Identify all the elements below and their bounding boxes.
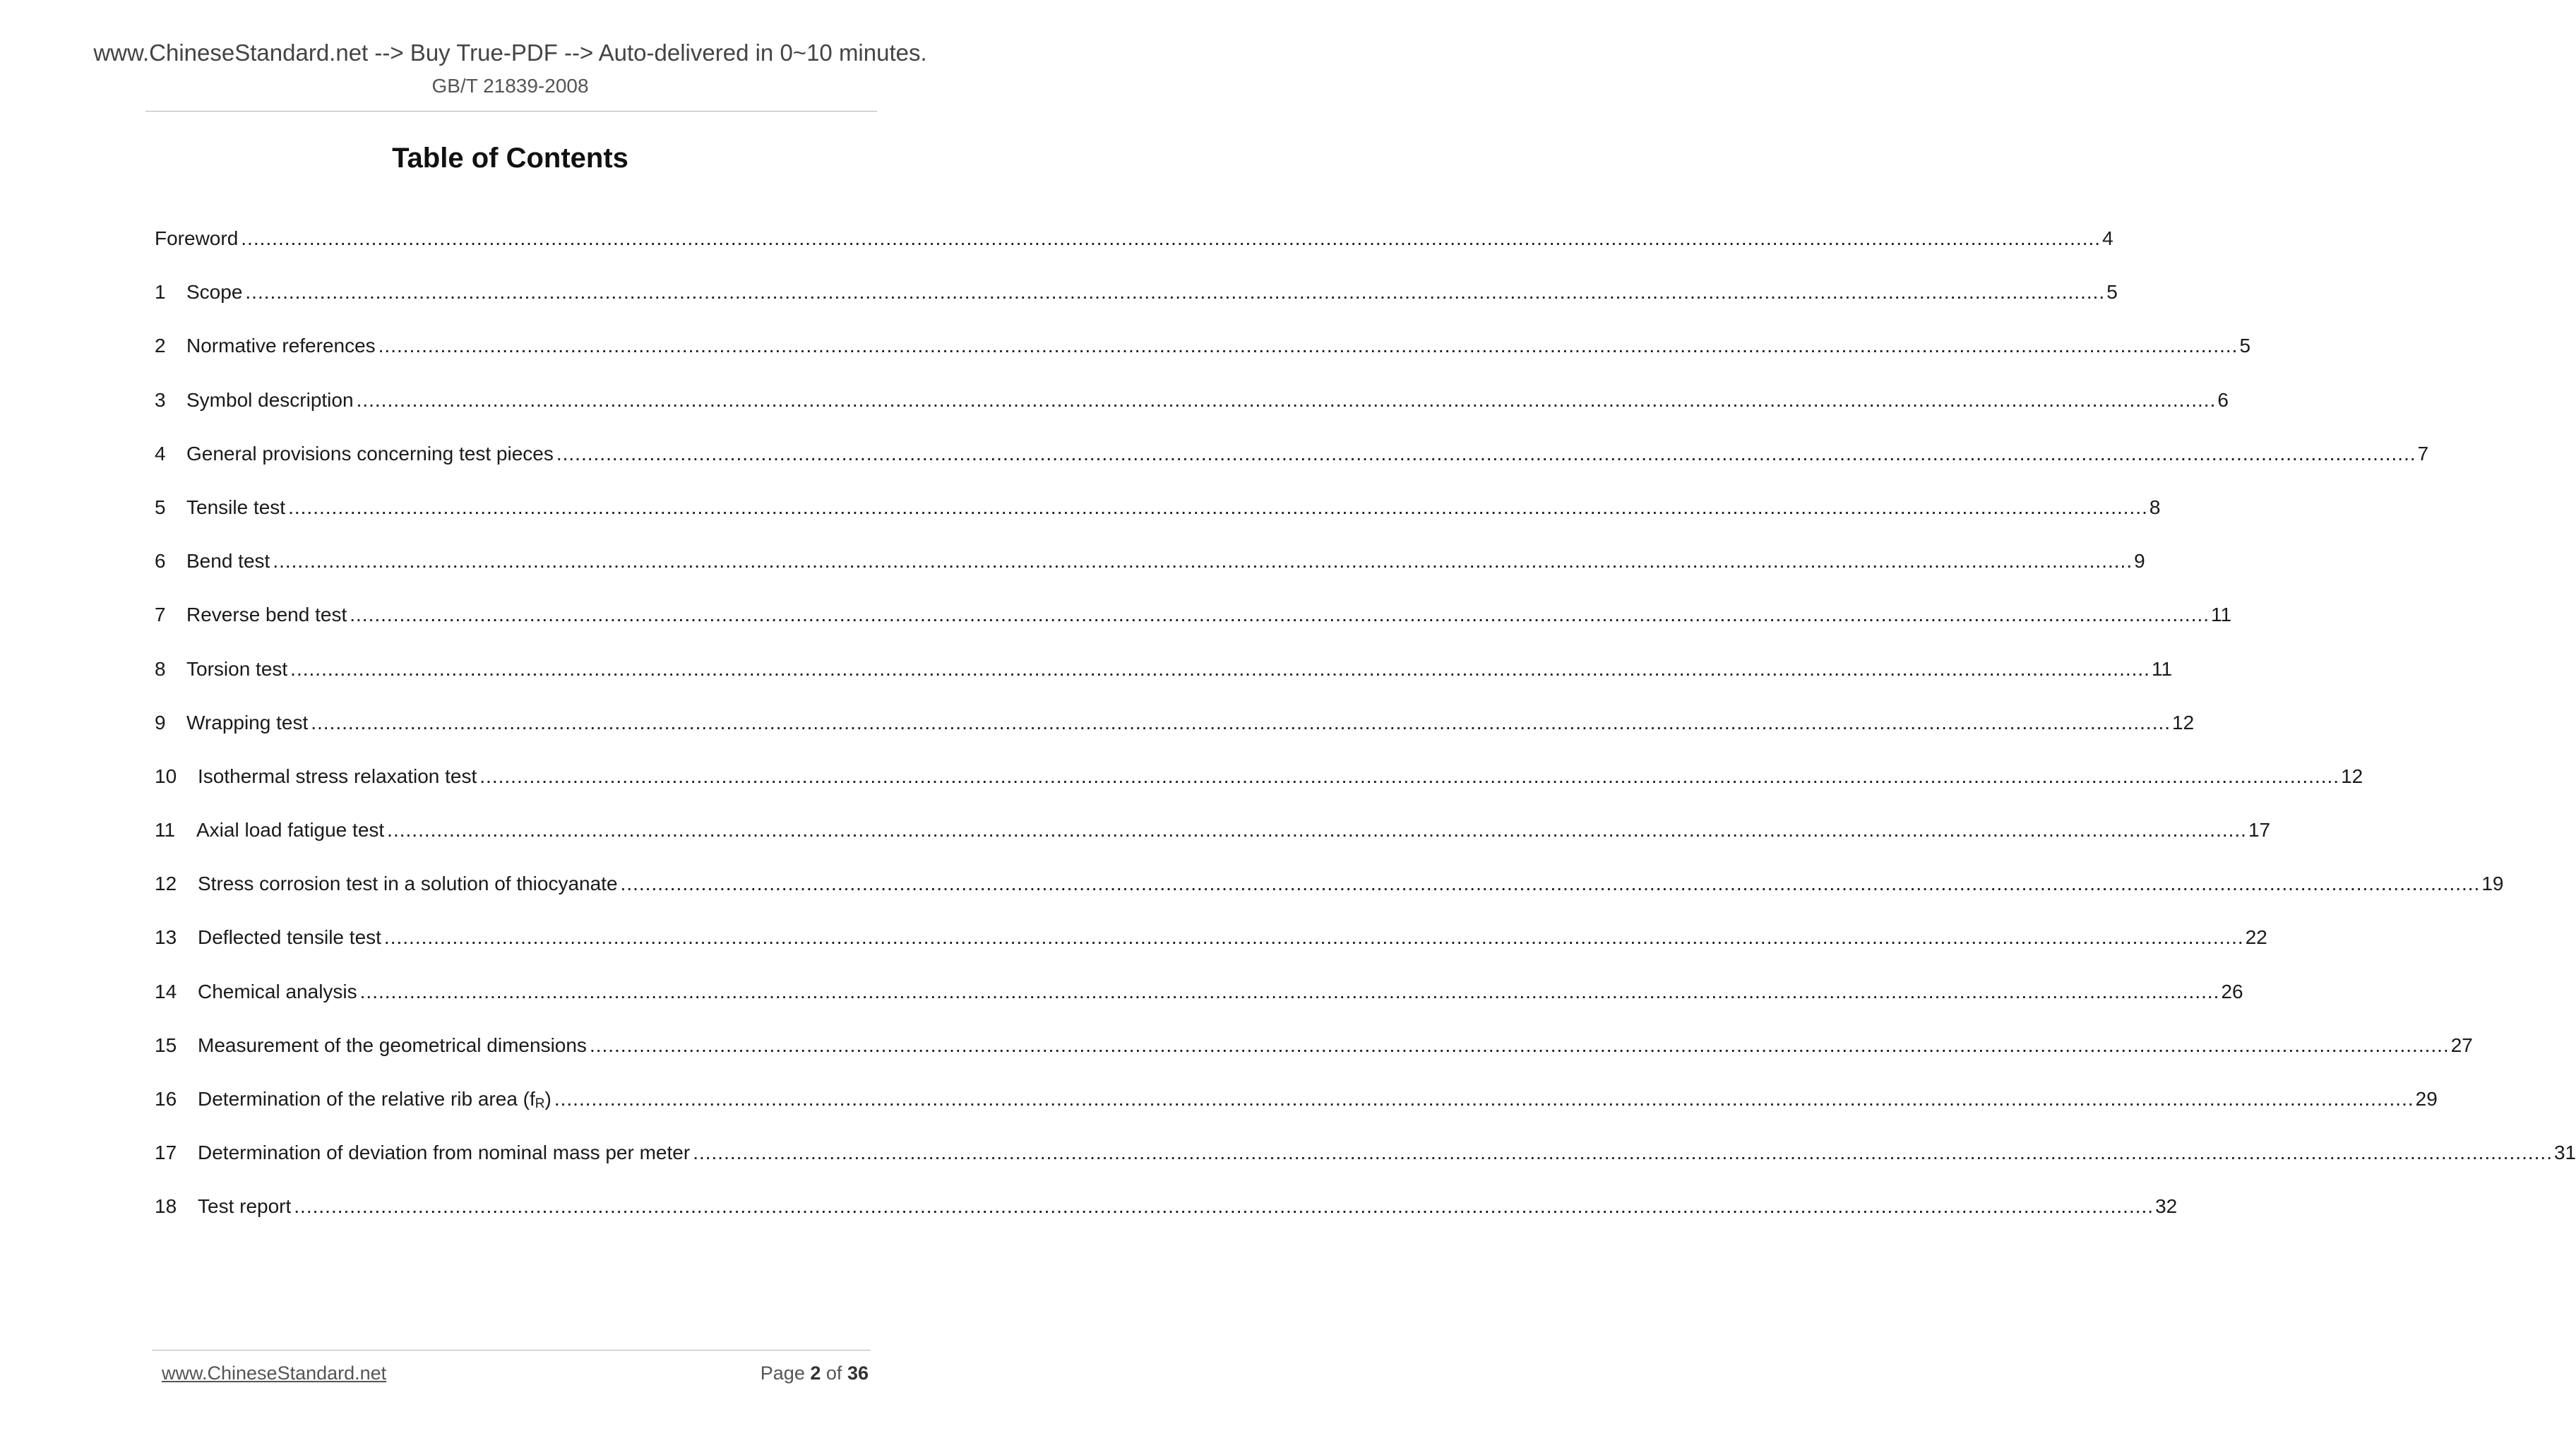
toc-leader-dots: ............................................................................................................................................................................................................................................................................................................: [290, 657, 2150, 680]
toc-entry-page: 22: [2245, 926, 2267, 949]
toc-entry-page: 11: [2211, 604, 2232, 626]
toc-leader-dots: ............................................................................................................................................................................................................................................................................................................: [241, 227, 2101, 249]
toc-entry-page: 6: [2217, 388, 2229, 411]
toc-entry-page: 5: [2106, 281, 2118, 304]
toc-entry-title: Test report: [198, 1195, 292, 1218]
toc-entry-page: 19: [2481, 873, 2504, 895]
toc-entry-title: Stress corrosion test in a solution of thiocyanate: [198, 873, 618, 895]
header-divider: [145, 111, 877, 112]
toc-entry-number: 2: [155, 335, 166, 357]
toc-entry-number: 15: [155, 1034, 177, 1056]
toc-entry-title: General provisions concerning test pieces: [186, 442, 554, 465]
toc-leader-dots: ............................................................................................................................................................................................................................................................................................................: [479, 765, 2340, 787]
toc-entry-page: 32: [2155, 1195, 2178, 1218]
toc-leader-dots: ............................................................................................................................................................................................................................................................................................................: [311, 711, 2171, 734]
toc-entry-title-text: Determination of the relative rib area (f: [198, 1088, 535, 1110]
toc-leader-dots: ............................................................................................................................................................................................................................................................................................................: [556, 442, 2416, 465]
toc-entry-page: 31: [2553, 1142, 2576, 1164]
toc-entry-number: 14: [155, 980, 177, 1002]
table-of-contents: [155, 225, 2576, 1247]
toc-entry-11[interactable]: [155, 817, 2271, 870]
toc-entry-2[interactable]: [155, 333, 2251, 386]
toc-entry-number: 5: [155, 496, 166, 518]
toc-entry-16[interactable]: [155, 1086, 2438, 1139]
toc-entry-title: Measurement of the geometrical dimensions: [198, 1034, 587, 1056]
toc-entry-9[interactable]: [155, 709, 2195, 763]
toc-entry-title: Reverse bend test: [186, 604, 347, 626]
toc-entry-number: 8: [155, 657, 166, 680]
toc-entry-number: 7: [155, 604, 166, 626]
toc-entry-18[interactable]: [155, 1193, 2178, 1247]
toc-entry-page: 26: [2221, 980, 2243, 1002]
toc-leader-dots: ............................................................................................................................................................................................................................................................................................................: [359, 980, 2220, 1002]
toc-entry-number: 1: [155, 281, 166, 304]
toc-entry-number: 17: [155, 1142, 177, 1164]
toc-leader-dots: ............................................................................................................................................................................................................................................................................................................: [273, 550, 2133, 573]
toc-entry-14[interactable]: [155, 978, 2243, 1032]
toc-entry-number: 10: [155, 765, 177, 787]
footer-divider: [152, 1350, 871, 1351]
toc-entry-title: Symbol description: [186, 388, 354, 411]
page-label: Page: [760, 1363, 805, 1384]
page-title: Table of Contents: [392, 143, 628, 174]
toc-entry-page: 7: [2417, 442, 2429, 465]
toc-entry-page: 27: [2450, 1034, 2473, 1056]
toc-leader-dots: ............................................................................................................................................................................................................................................................................................................: [383, 926, 2244, 949]
toc-entry-title: Deflected tensile test: [198, 926, 381, 949]
toc-leader-dots: ............................................................................................................................................................................................................................................................................................................: [387, 819, 2247, 842]
toc-entry-5[interactable]: [155, 494, 2161, 548]
toc-leader-dots: ............................................................................................................................................................................................................................................................................................................: [294, 1195, 2154, 1218]
toc-leader-dots: ............................................................................................................................................................................................................................................................................................................: [350, 604, 2210, 626]
toc-entry-title: Axial load fatigue test: [196, 819, 385, 842]
toc-entry-3[interactable]: [155, 387, 2229, 441]
toc-entry-page: 5: [2239, 335, 2251, 357]
document-code: GB/T 21839-2008: [431, 75, 589, 97]
toc-entry-number: 11: [155, 819, 176, 842]
toc-entry-15[interactable]: [155, 1032, 2473, 1086]
toc-entry-title-tail: ): [544, 1088, 551, 1110]
toc-entry-page: 4: [2102, 227, 2113, 249]
toc-entry-number: 12: [155, 873, 177, 895]
toc-entry-1[interactable]: [155, 279, 2118, 333]
toc-entry-page: 29: [2415, 1088, 2438, 1110]
page-total: 36: [847, 1363, 869, 1384]
toc-leader-dots: ............................................................................................................................................................................................................................................................................................................: [620, 873, 2481, 895]
toc-entry-foreword[interactable]: [155, 225, 2113, 279]
toc-entry-number: 16: [155, 1088, 177, 1110]
toc-leader-dots: ............................................................................................................................................................................................................................................................................................................: [288, 496, 2148, 518]
toc-leader-dots: ............................................................................................................................................................................................................................................................................................................: [378, 335, 2238, 357]
footer-website-link[interactable]: www.ChineseStandard.net: [162, 1363, 387, 1384]
toc-leader-dots: ............................................................................................................................................................................................................................................................................................................: [245, 281, 2106, 304]
page-of-label: of: [825, 1363, 842, 1384]
page-current: 2: [810, 1363, 821, 1384]
toc-entry-title-subscript: R: [535, 1096, 545, 1111]
toc-entry-title: Bend test: [186, 550, 270, 573]
toc-entry-title: Tensile test: [186, 496, 286, 518]
toc-leader-dots: ............................................................................................................................................................................................................................................................................................................: [589, 1034, 2450, 1056]
toc-entry-title: Wrapping test: [186, 711, 309, 734]
toc-entry-page: 11: [2151, 657, 2173, 680]
toc-entry-page: 9: [2134, 550, 2145, 573]
toc-entry-page: 17: [2248, 819, 2271, 842]
toc-entry-page: 12: [2172, 711, 2195, 734]
toc-entry-number: 6: [155, 550, 166, 573]
toc-leader-dots: ............................................................................................................................................................................................................................................................................................................: [356, 388, 2217, 411]
toc-entry-13[interactable]: [155, 924, 2267, 978]
toc-entry-8[interactable]: [155, 656, 2173, 709]
toc-entry-title: Torsion test: [186, 657, 288, 680]
toc-entry-title: Normative references: [186, 335, 376, 357]
toc-entry-17[interactable]: [155, 1139, 2576, 1193]
toc-entry-number: 4: [155, 442, 166, 465]
toc-leader-dots: ............................................................................................................................................................................................................................................................................................................: [554, 1088, 2414, 1110]
toc-entry-number: 13: [155, 926, 177, 949]
toc-entry-page: 12: [2341, 765, 2363, 787]
toc-entry-title: Determination of deviation from nominal mass per meter: [198, 1142, 691, 1164]
toc-leader-dots: ............................................................................................................................................................................................................................................................................................................: [693, 1142, 2553, 1164]
toc-entry-number: 9: [155, 711, 166, 734]
header-banner: www.ChineseStandard.net --> Buy True-PDF --> Auto-delivered in 0~10 minutes.: [93, 40, 927, 66]
toc-entry-number: 18: [155, 1195, 177, 1218]
toc-entry-page: 8: [2149, 496, 2161, 518]
toc-entry-12[interactable]: [155, 870, 2504, 924]
toc-entry-number: 3: [155, 388, 166, 411]
toc-entry-title: [198, 1086, 551, 1118]
toc-entry-title: Chemical analysis: [198, 980, 357, 1002]
toc-entry-6[interactable]: [155, 548, 2145, 601]
toc-entry-title: Foreword: [155, 227, 239, 249]
toc-entry-title: Scope: [186, 281, 243, 304]
toc-entry-7[interactable]: [155, 601, 2232, 655]
page-number: [761, 1363, 869, 1384]
toc-entry-title: Isothermal stress relaxation test: [198, 765, 477, 787]
toc-entry-10[interactable]: [155, 763, 2363, 817]
toc-entry-4[interactable]: [155, 441, 2429, 494]
